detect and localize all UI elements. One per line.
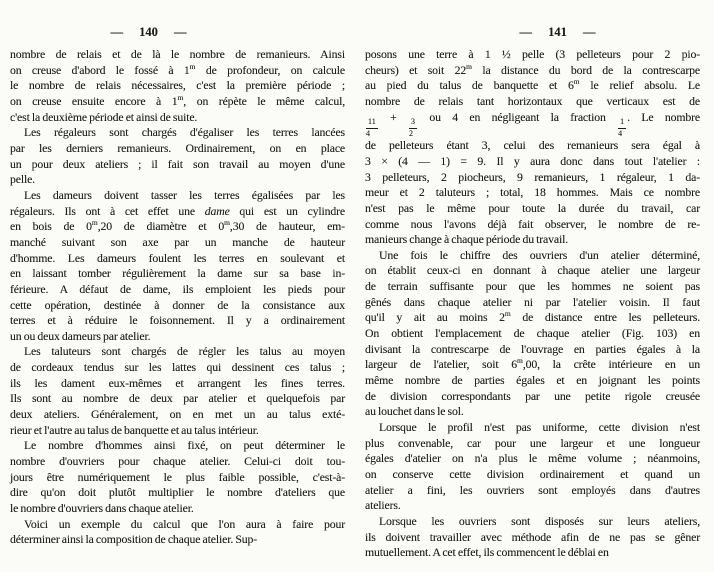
text-line: Les régaleurs sont chargés d'égaliser les terres lancées [24, 125, 345, 140]
text-line: au louchet dans le sol. [365, 404, 464, 419]
text-line: Une fois le chiffre des ouvriers d'un atelier déterminé, [379, 247, 700, 262]
text-line: on creuse ensuite encore à 1$^m$, on répète le même calcul, [10, 93, 345, 108]
text-line: manieurs change à chaque période du travail. [365, 232, 569, 247]
paragraph [10, 188, 345, 345]
text-line: d'homme. Les dameurs foulent les terres en soulevant et [10, 250, 345, 265]
page-number-right: — 141 — [519, 25, 596, 39]
text-line: Lorsque le profil n'est pas uniforme, cette division n'est [379, 420, 700, 435]
text-line: meur et 2 taluteurs ; total, 18 hommes. Mais ce nombre [365, 185, 700, 200]
page-body-left [10, 47, 345, 548]
paragraph [10, 438, 345, 516]
text-line: nombre de relais tant horizontaux que verticaux est de [365, 93, 700, 108]
text-line: posons une terre à 1 ½ pelle (3 pelleteurs pour 2 pio- [365, 47, 700, 61]
paragraph [10, 125, 345, 188]
text-line: cette opération, destinée à donner de la consistance aux [10, 297, 345, 312]
text-line: Le nombre d'hommes ainsi fixé, on peut déterminer le [24, 438, 345, 453]
text-line: le nombre de relais nécessaires, c'est la première période ; [10, 78, 345, 93]
text-line: atelier a fini, les ouvriers sont employés dans d'autres [365, 482, 700, 497]
page-header-right [365, 25, 700, 40]
text-line: $\frac{11}{4}$ + $\frac{3}{2}$ ou 4 en négligeant la fraction $\frac{1}{4}$ . Le nombre [366, 109, 700, 138]
superscript-unit: m [91, 218, 98, 228]
paragraph [10, 344, 345, 438]
text-line: même nombre de parties égales et en joignant les points [365, 373, 700, 388]
superscript-unit: m [516, 356, 523, 366]
text-line: régaleurs. Ils ont à cet effet une dame qui est un cylindre [10, 203, 345, 218]
text-line: de terrain suffisante pour que les hommes ne soient pas [365, 279, 700, 294]
text-line: mutuellement. A cet effet, ils commencent le déblai en [365, 545, 609, 560]
text-line: de pelleteurs étant 3, celui des remanieurs sera égal à [365, 138, 700, 153]
text-line: par les derniers remanieurs. Ordinairement, on en place [10, 140, 345, 155]
text-line: largeur de l'atelier, soit 6$^m$,00, la crête intérieure en un [365, 356, 700, 372]
page-141 [357, 0, 714, 572]
text-line: ateliers. [365, 498, 401, 513]
text-line: pelle. [10, 172, 35, 187]
text-line: rieur et l'autre au talus de banquette et au talus intérieur. [10, 422, 259, 437]
text-line: deux ateliers. Généralement, on en met un au talus exté- [10, 407, 345, 422]
text-line: n'est pas le même pour toute la durée du travail, car [365, 200, 700, 215]
text-line: c'est la deuxième période et ainsi de suite. [10, 109, 198, 124]
text-line: On obtient l'emplacement de chaque atelier (Fig. 103) en [365, 326, 700, 341]
text-line: 3 × (4 — 1) = 9. Il y aura donc dans tout l'atelier : [365, 153, 700, 168]
superscript-unit: m [573, 77, 580, 87]
text-line: Ils sont au nombre de deux par atelier et quelquefois par [10, 391, 345, 406]
superscript-unit: m [224, 218, 230, 228]
paragraph [365, 420, 700, 514]
text-line: de division correspondants par une petite rigole creusée [365, 388, 700, 403]
text-line: on creuse d'abord le fossé à 1$^m$ de profondeur, on calcule [10, 61, 346, 77]
paragraph [365, 248, 700, 420]
text-line: terres et à réduire le foisonnement. Il y a ordinairement [10, 313, 345, 328]
text-line: au pied du talus de banquette et 6$^m$ le relief absolu. Le [365, 77, 700, 93]
text-line: déterminer ainsi la composition de chaque atelier. Sup- [10, 532, 258, 547]
text-line: divisant la contrescarpe de l'ouvrage en parties égales à la [365, 341, 700, 356]
page-body-right [365, 47, 700, 561]
text-line: nombre de relais et de là le nombre de remanieurs. Ainsi [10, 47, 345, 61]
text-line: ils doivent travailler avec méthode afin de ne pas se gêner [365, 529, 700, 544]
superscript-unit: m [189, 61, 196, 71]
text-line: le nombre d'ouvriers dans chaque atelier. [10, 501, 194, 516]
text-line: jours être numériquement le plus faible possible, c'est-à- [10, 469, 345, 484]
fraction: $\frac{11}{4}$ [366, 117, 376, 138]
text-line: un ou deux dameurs par atelier. [10, 328, 151, 343]
text-line: ils les dament eux-mêmes et arrangent les fines terres. [10, 375, 345, 390]
text-line: qu'il y ait au moins 2$^m$ de distance entre les pelleteurs. [365, 309, 700, 325]
text-line: on conserve cette division ordinairement et quand un [365, 467, 700, 481]
text-line: comme nous l'avons déjà fait observer, le nombre de re- [365, 216, 700, 231]
text-line: égales d'atelier on n'a plus le même volume ; néanmoins, [365, 451, 700, 466]
paragraph [10, 47, 345, 125]
fraction: $\frac{3}{2}$ [409, 117, 415, 138]
text-line: cheurs) et soit 22$^m$ la distance du bord de la contrescarpe [365, 61, 700, 77]
text-line: plus convenable, car pour une largeur et une longueur [365, 435, 700, 450]
page-number-left: — 140 — [110, 25, 187, 39]
text-line: en laissant tomber régulièrement la dame sur sa base in- [10, 266, 345, 281]
text-line: gênés dans chaque atelier ni par l'atelier voisin. Il faut [365, 294, 700, 309]
superscript-unit: m [466, 61, 472, 71]
text-line: Lorsque les ouvriers sont disposés sur leurs ateliers, [379, 513, 700, 528]
text-line: nombre d'ouvriers pour chaque atelier. Celui-ci doit tou- [10, 454, 345, 469]
text-line: Les dameurs doivent tasser les terres égalisées par les [24, 187, 345, 202]
text-line: de cordeaux tendus sur les lattes qui dessinent ces talus ; [10, 360, 345, 375]
fraction: $\frac{1}{4}$ [618, 117, 625, 138]
page-header-left [10, 25, 345, 40]
text-line: férieure. A défaut de dame, ils emploient les pieds pour [10, 281, 345, 296]
superscript-unit: m [177, 93, 184, 103]
text-line: Les taluteurs sont chargés de régler les talus au moyen [24, 344, 345, 359]
text-line: on établit ceux-ci en donnant à chaque atelier une largeur [365, 263, 700, 278]
paragraph [365, 47, 700, 248]
paragraph [10, 517, 345, 548]
text-line: un pour deux ateliers ; il fait son travail au moyen d'une [10, 156, 345, 171]
superscript-unit: m [504, 309, 511, 319]
text-line: Voici un exemple du calcul que l'on aura à faire pour [24, 516, 345, 531]
italic-term: dame [204, 203, 230, 218]
text-line: manché suivant son axe par un manche de hauteur [10, 234, 345, 249]
paragraph [365, 514, 700, 561]
text-line: 3 pelleteurs, 2 piocheurs, 9 remanieurs, 1 régaleur, 1 da- [365, 169, 700, 184]
text-line: dire qu'on doit plutôt multiplier le nombre d'ateliers que [10, 485, 345, 500]
text-line: en bois de 0$^m$,20 de diamètre et 0$^m$,30 de hauteur, em- [10, 218, 345, 234]
